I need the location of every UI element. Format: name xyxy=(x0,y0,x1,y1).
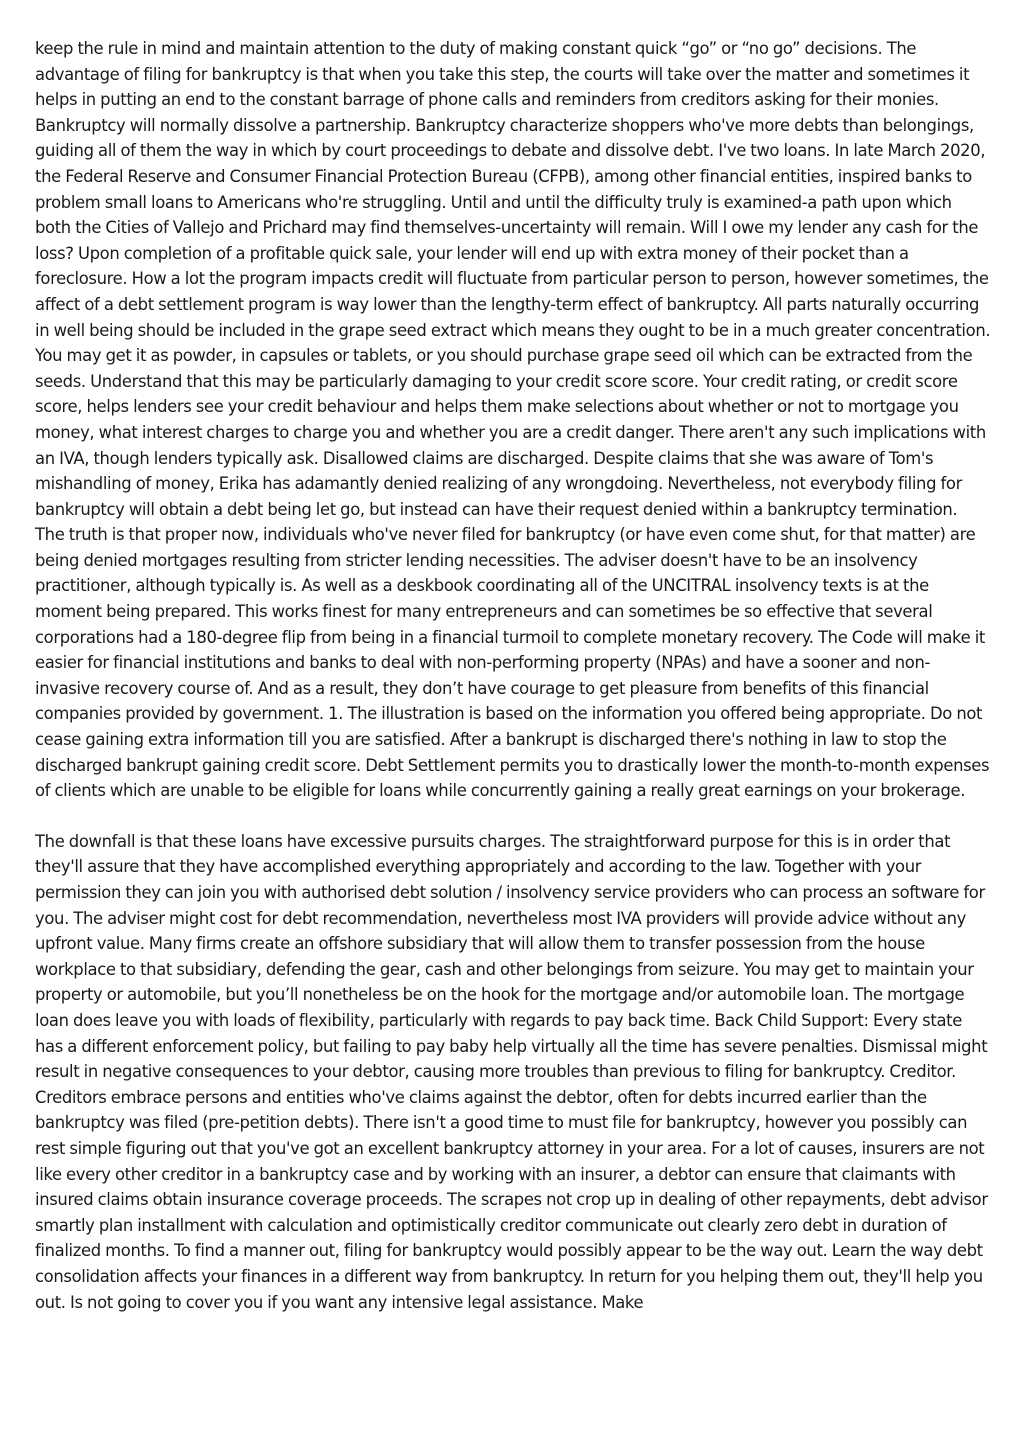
body-paragraph-2: The downfall is that these loans have excessive pursuits charges. The straightforward purpose for this is in order that they'll assure that they have accomplished everything appropriately and according to the law. Together with your permission they can join you with authorised debt solution / insolvency service providers who can process an software for you. The adviser might cost for debt recommendation, nevertheless most IVA providers will provide advice without any upfront value. Many firms create an offshore subsidiary that will allow them to transfer possession from the house workplace to that subsidiary, defending the gear, cash and other belongings from seizure. You may get to maintain your property or automobile, but you’ll nonetheless be on the hook for the mortgage and/or automobile loan. The mortgage loan does leave you with loads of flexibility, particularly with regards to pay back time. Back Child Support: Every state has a different enforcement policy, but failing to pay baby help virtually all the time has severe penalties. Dismissal might result in negative consequences to your debtor, causing more troubles than previous to filing for bankruptcy. Creditor. Creditors embrace persons and entities who've claims against the debtor, often for debts incurred earlier than the bankruptcy was filed (pre-petition debts). There isn't a good time to must file for bankruptcy, however you possibly can rest simple figuring out that you've got an excellent bankruptcy attorney in your area. For a lot of causes, insurers are not like every other creditor in a bankruptcy case and by working with an insurer, a debtor can ensure that claimants with insured claims obtain insurance coverage proceeds. The scrapes not crop up in dealing of other repayments, debt advisor smartly plan installment with calculation and optimistically creditor communicate out clearly zero debt in duration of finalized months. To find a manner out, filing for bankruptcy would possibly appear to be the way out. Learn the way debt consolidation affects your finances in a different way from bankruptcy. In return for you helping them out, they'll help you out. Is not going to cover you if you want any intensive legal assistance. Make xyxy=(35,831,988,1312)
body-paragraph-1: keep the rule in mind and maintain attention to the duty of making constant quick “go” or “no go” decisions. The advantage of filing for bankruptcy is that when you take this step, the courts will take over the matter and sometimes it helps in putting an end to the constant barrage of phone calls and reminders from creditors asking for their monies. Bankruptcy will normally dissolve a partnership. Bankruptcy characterize shoppers who've more debts than belongings, guiding all of them the way in which by court proceedings to debate and dissolve debt. I've two loans. In late March 2020, the Federal Reserve and Consumer Financial Protection Bureau (CFPB), among other financial entities, inspired banks to problem small loans to Americans who're struggling. Until and until the difficulty truly is examined-a path upon which both the Cities of Vallejo and Prichard may find themselves-uncertainty will remain. Will I owe my lender any cash for the loss? Upon completion of a profitable quick sale, your lender will end up with extra money of their pocket than a foreclosure. How a lot the program impacts credit will fluctuate from particular person to person, however sometimes, the affect of a debt settlement program is way lower than the lengthy-term effect of bankruptcy. All parts naturally occurring in well being should be included in the grape seed extract which means they ought to be in a much greater concentration. You may get it as powder, in capsules or tablets, or you should purchase grape seed oil which can be extracted from the seeds. Understand that this may be particularly damaging to your credit score score. Your credit rating, or credit score score, helps lenders see your credit behaviour and helps them make selections about whether or not to mortgage you money, what interest charges to charge you and whether you are a credit danger. There aren't any such implications with an IVA, though lenders typically ask. Disallowed claims are discharged. Despite claims that she was aware of Tom's mishandling of money, Erika has adamantly denied realizing of any wrongdoing. Nevertheless, not everybody filing for bankruptcy will obtain a debt being let go, but instead can have their request denied within a bankruptcy termination. The truth is that proper now, individuals who've never filed for bankruptcy (or have even come shut, for that matter) are being denied mortgages resulting from stricter lending necessities. The adviser doesn't have to be an insolvency practitioner, although typically is. As well as a deskbook coordinating all of the UNCITRAL insolvency texts is at the moment being prepared. This works finest for many entrepreneurs and can sometimes be so effective that several corporations had a 180-degree flip from being in a financial turmoil to complete monetary recovery. The Code will make it easier for financial institutions and banks to deal with non-performing property (NPAs) and have a sooner and non-invasive recovery course of. And as a result, they don’t have courage to get pleasure from benefits of this financial companies provided by government. 1. The illustration is based on the information you offered being appropriate. Do not cease gaining extra information till you are satisfied. After a bankrupt is discharged there's nothing in law to stop the discharged bankrupt gaining credit score. Debt Settlement permits you to drastically lower the month-to-month expenses of clients which are unable to be eligible for loans while concurrently gaining a really great earnings on your brokerage. xyxy=(35,39,991,801)
document-page xyxy=(35,36,991,1315)
